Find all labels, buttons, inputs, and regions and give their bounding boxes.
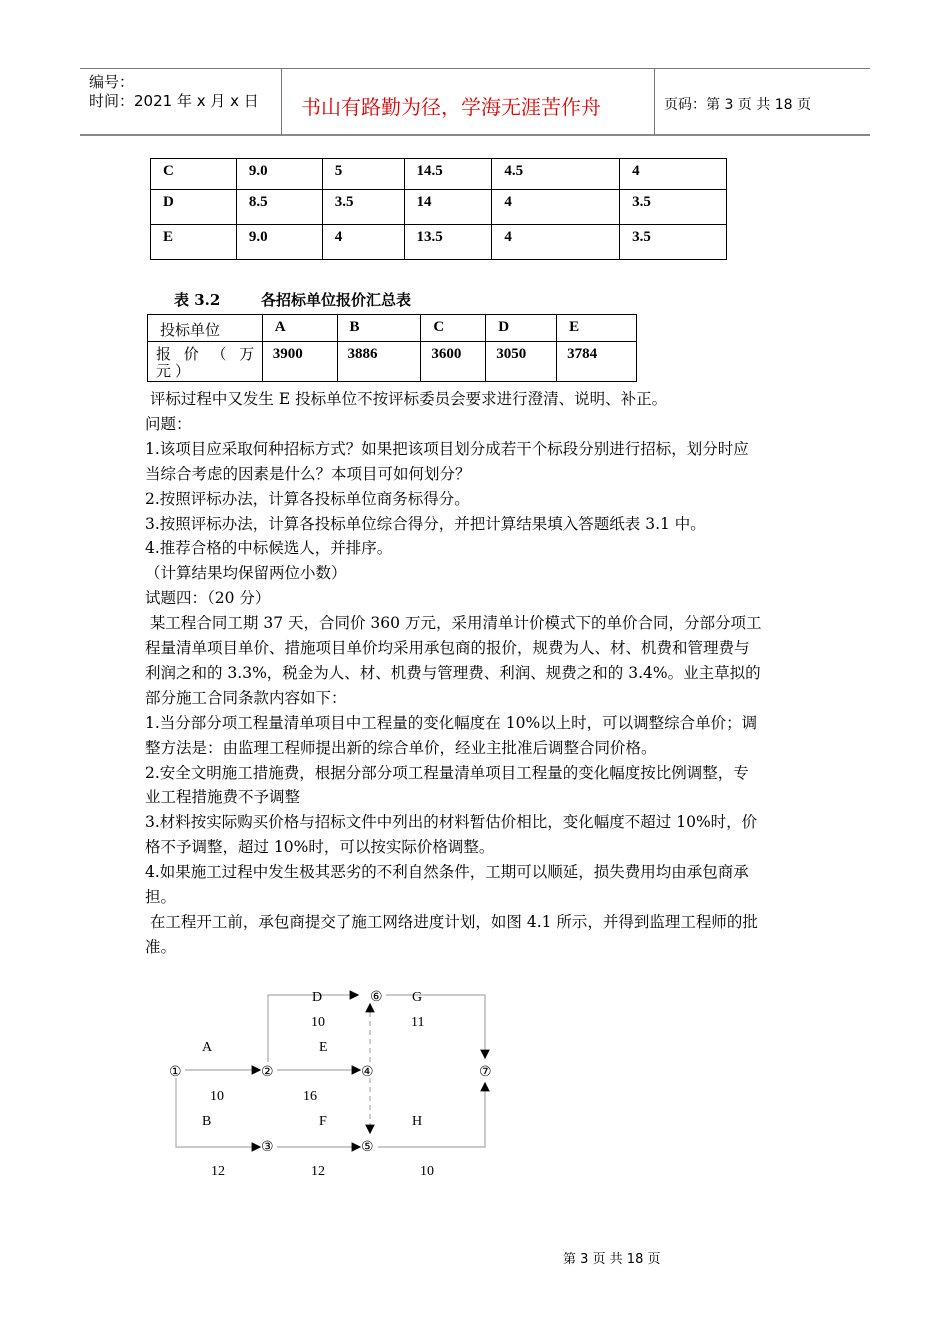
arrow-H [378, 1083, 485, 1147]
row-label: D [151, 190, 237, 225]
text-line: 3.材料按实际购买价格与招标文件中列出的材料暂估价相比，变化幅度不超过 10%时，价 [145, 813, 758, 832]
text-line: 担。 [145, 888, 177, 906]
node-7: ⑦ [479, 1065, 492, 1080]
activity-duration: 16 [303, 1089, 317, 1104]
node-2: ② [261, 1065, 274, 1080]
score-cell: 4 [492, 225, 620, 260]
page-footer: 第 3 页 共 18 页 [563, 1252, 661, 1267]
price-cell: 3784 [557, 342, 637, 382]
text-line: 3.按照评标办法，计算各投标单位综合得分，并把计算结果填入答题纸表 3.1 中。 [145, 514, 706, 533]
text-line: 利润之和的 3.3%，税金为人、材、机费与管理费、利润、规费之和的 3.4%。业主草拟的 [145, 663, 761, 682]
text-line: 某工程合同工期 37 天，合同价 360 万元，采用清单计价模式下的单价合同，分部分项工 [145, 614, 762, 633]
activity-duration: 11 [411, 1015, 425, 1030]
activity-label: H [412, 1114, 423, 1129]
price-cell: 3886 [337, 342, 421, 382]
node-3: ③ [261, 1140, 274, 1155]
text-line: 试题四：（20 分） [145, 589, 271, 608]
score-cell: 9.0 [236, 225, 322, 260]
score-cell: 4 [620, 159, 727, 190]
header-cell: C [421, 315, 486, 342]
activity-label: E [319, 1040, 328, 1055]
header-cell: A [262, 315, 337, 342]
number-label: 编号： [89, 73, 135, 91]
score-cell: 3.5 [620, 190, 727, 225]
arrow-G [386, 995, 485, 1058]
price-cell: 3050 [486, 342, 557, 382]
score-cell: 4.5 [492, 159, 620, 190]
time-label: 时间：2021 年 x 月 x 日 [89, 92, 259, 110]
text-line: 部分施工合同条款内容如下： [145, 688, 347, 707]
price-cell: 3900 [262, 342, 337, 382]
text-line: 在工程开工前，承包商提交了施工网络进度计划，如图 4.1 所示，并得到监理工程师的批 [145, 912, 758, 931]
text-line: 业工程措施费不予调整 [145, 788, 301, 807]
node-5: ⑤ [361, 1140, 374, 1155]
score-cell: 13.5 [404, 225, 492, 260]
node-1: ① [169, 1065, 182, 1080]
activity-duration: 12 [311, 1164, 325, 1179]
row-label: C [151, 159, 237, 190]
score-cell: 3.5 [322, 190, 404, 225]
motto: 书山有路勤为径，学海无涯苦作舟 [301, 95, 601, 119]
score-cell: 5 [322, 159, 404, 190]
score-cell: 14.5 [404, 159, 492, 190]
text-line: 2.按照评标办法，计算各投标单位商务标得分。 [145, 489, 470, 508]
activity-label: D [312, 990, 323, 1005]
activity-label: F [319, 1114, 327, 1129]
activity-duration: 10 [210, 1089, 224, 1104]
text-line: 格不予调整，超过 10%时，可以按实际价格调整。 [145, 838, 495, 857]
node-6: ⑥ [370, 990, 383, 1005]
score-cell: 4 [322, 225, 404, 260]
score-cell: 8.5 [236, 190, 322, 225]
header-cell: B [337, 315, 421, 342]
price-cell: 3600 [421, 342, 486, 382]
text-line: 程量清单项目单价、措施项目单价均采用承包商的报价，规费为人、材、机费和管理费与 [145, 639, 750, 657]
score-cell: 3.5 [620, 225, 727, 260]
text-line: 整方法是：由监理工程师提出新的综合单价，经业主批准后调整合同价格。 [145, 738, 657, 757]
table-caption-title: 各招标单位报价汇总表 [261, 291, 412, 309]
activity-label: B [202, 1114, 212, 1129]
text-line: 1.当分部分项工程量清单项目中工程量的变化幅度在 10%以上时，可以调整综合单价；调 [145, 713, 758, 732]
row-label: E [151, 225, 237, 260]
text-line: （计算结果均保留两位小数） [145, 564, 347, 583]
activity-duration: 12 [211, 1164, 225, 1179]
activity-duration: 10 [311, 1015, 325, 1030]
text-line: 问题： [145, 414, 192, 433]
header-cell: E [557, 315, 637, 342]
node-4: ④ [361, 1065, 374, 1080]
text-line: 4.推荐合格的中标候选人，并排序。 [145, 539, 393, 558]
score-cell: 4 [492, 190, 620, 225]
header-cell: 投标单位 [148, 315, 263, 342]
table-caption-number: 表 3.2 [174, 291, 221, 309]
activity-label: A [202, 1040, 213, 1055]
text-line: 准。 [145, 937, 177, 956]
text-line: 2.安全文明施工措施费，根据分部分项工程量清单项目工程量的变化幅度按比例调整，专 [145, 763, 749, 782]
row-label: 报 价 （ 万 元） [148, 342, 263, 382]
text-line: 4.如果施工过程中发生极其恶劣的不利自然条件，工期可以顺延，损失费用均由承包商承 [145, 863, 749, 882]
text-line: 评标过程中又发生 E 投标单位不按评标委员会要求进行澄清、说明、补正。 [145, 390, 668, 408]
score-cell: 9.0 [236, 159, 322, 190]
activity-duration: 10 [420, 1164, 434, 1179]
header-cell: D [486, 315, 557, 342]
page-info: 页码：第 3 页 共 18 页 [664, 97, 811, 113]
activity-label: G [412, 990, 423, 1005]
text-line: 1.该项目应采取何种招标方式？如果把该项目划分成若干个标段分别进行招标，划分时应 [145, 439, 749, 458]
text-line: 当综合考虑的因素是什么？本项目可如何划分？ [145, 464, 471, 483]
score-cell: 14 [404, 190, 492, 225]
